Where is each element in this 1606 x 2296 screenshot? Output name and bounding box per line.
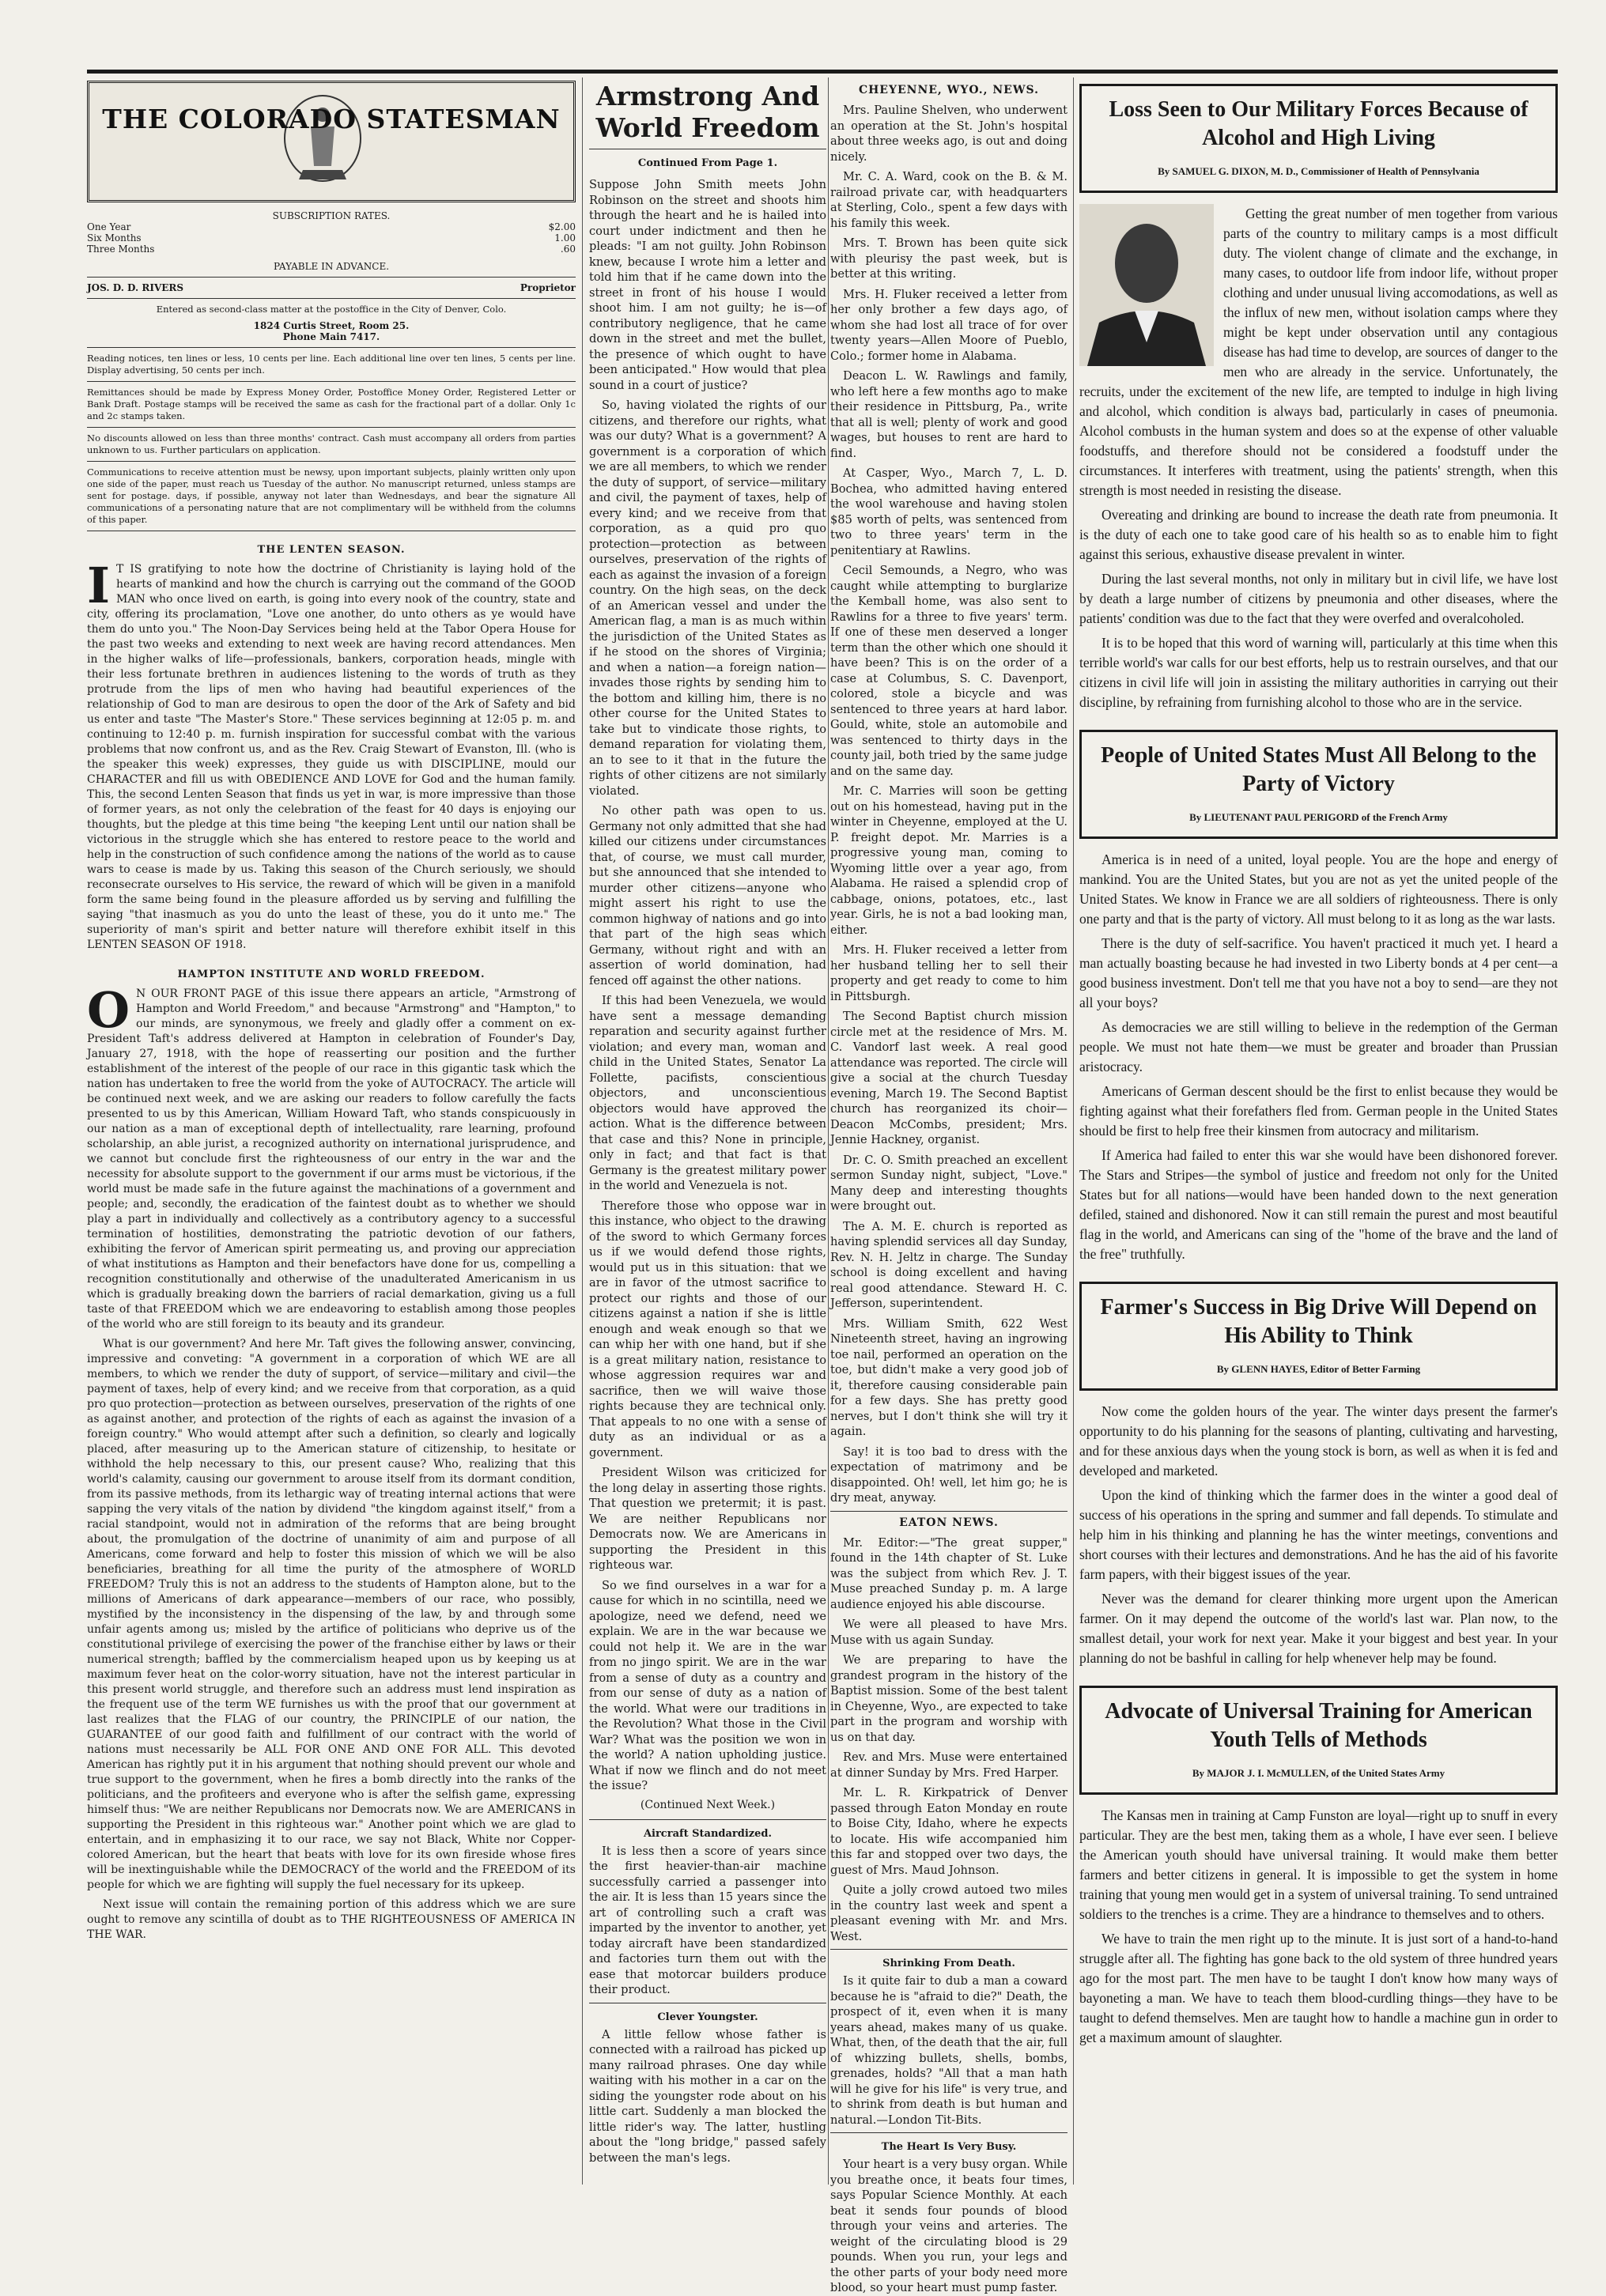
shrinking-title: Shrinking From Death. bbox=[882, 1958, 1015, 1969]
farmer-paragraph: Never was the demand for clearer thinking more urgent upon the American farmer. On it may depend the outcome of the world's last war. Plan now, to the smallest detail, your work for next year. Make it your biggest and best year. In your planning do not be bashful in calling for help whenever help may be found. bbox=[1079, 1591, 1558, 1666]
people-paragraph: Americans of German descent should be the first to enlist because they would be fighting against what their forefathers fled from. German people in the United States should be first to help free their kinsmen from autocracy and militarism. bbox=[1079, 1083, 1558, 1139]
column-2 bbox=[589, 81, 826, 2180]
address: 1824 Curtis Street, Room 25. bbox=[253, 320, 410, 331]
loss-byline: By SAMUEL G. DIXON, M. D., Commissioner of Health of Pennsylvania bbox=[1158, 165, 1479, 177]
column-3 bbox=[830, 81, 1068, 2294]
armstrong-paragraph: President Wilson was criticized for the long delay in asserting those rights. That question we pretermit; it is past. We are neither Republicans nor Democrats now. We are Americans in supporting the President in this righteous war. bbox=[589, 1466, 826, 1572]
payable-note: PAYABLE IN ADVANCE. bbox=[273, 261, 390, 272]
top-rule bbox=[87, 70, 1558, 74]
cheyenne-item: Mrs. William Smith, 622 West Nineteenth street, having an ingrowing toe nail, performed an operation on the toe, but didn't make a very good job of it, therefore causing considerable pain for a few days. She has pretty good nerves, but I don't think she will try it again. bbox=[830, 1316, 1068, 1438]
people-paragraph: There is the duty of self-sacrifice. You haven't practiced it much yet. I heard a man actually boasting because he had invested in two Liberty bonds at 4 per cent—a good business investment. Don't tell me that you have not a boy to send—are they not all your boys? bbox=[1079, 935, 1558, 1010]
subscription-block bbox=[87, 210, 576, 272]
masthead-title: THE COLORADO STATESMAN bbox=[102, 104, 561, 134]
loss-title: Loss Seen to Our Military Forces Because of Alcohol and High Living bbox=[1109, 97, 1529, 150]
eaton-item: Mr. L. R. Kirkpatrick of Denver passed through Eaton Monday en route to Boise City, Idaho, where he expects to locate. His wife accompanied him this far and stopped over two days, the guest of Mrs. Maud Johnson. bbox=[830, 1786, 1068, 1877]
notices: Reading notices, ten lines or less, 10 cents per line. Each additional line over ten lines, 5 cents per line. Display advertising, 50 cents per inch. bbox=[87, 353, 576, 376]
people-headline-box bbox=[1079, 730, 1558, 839]
armstrong-paragraph: So, having violated the rights of our citizens, and therefore our rights, what was our duty? What is a government? A government is a corporation of which we are all members, to which we render the duty of support, of service—military and civil, the payment of taxes, help of every kind; and we receive from that corporation, as a quid pro quo protection—protection as between ourselves, preservation of the rights of each as against the invasion of a foreign country. On the high seas, on the deck of an American vessel and under the American flag, a man is as much within the jurisdiction of the United States as if he stood on the shores of Virginia; and when a nation—a foreign nation—invades those rights by sending him to the bottom and killing him, there is no other course for the United States to take but to vindicate those rights, to demand reparation for violating them, an to see to it that in the future the rights of other citizens are not similarly violated. bbox=[589, 398, 826, 798]
discounts: No discounts allowed on less than three months' contract. Cash must accompany all orders from parties unknown to us. Further particulars on application. bbox=[87, 432, 576, 455]
newspaper-page bbox=[87, 70, 1558, 2294]
cheyenne-item: Mrs. H. Fluker received a letter from her only brother a few days ago, of whom she had lost all trace of for over twenty years—Allen Moore of Pueblo, Colo.; former home in Alabama. bbox=[830, 287, 1068, 363]
aircraft-title: Aircraft Standardized. bbox=[643, 1827, 773, 1840]
people-title: People of United States Must All Belong to the Party of Victory bbox=[1101, 743, 1536, 796]
phone: Phone Main 7417. bbox=[282, 331, 380, 342]
armstrong-paragraph: No other path was open to us. Germany not only admitted that she had killed our citizens under circumstances that, of course, we must call murder, but she announced that she intended to murder other citizens—anyone who might assert his right to use the common highway of nations and go into that part of the high seas which Germany, without right and with an assertion of world domination, had fenced off against the other nations. bbox=[589, 804, 826, 988]
entered-note: Entered as second-class matter at the postoffice in the City of Denver, Colo. bbox=[156, 304, 507, 315]
advocate-paragraph: The Kansas men in training at Camp Funston are loyal—right up to snuff in every particular. They are the best men, taking them as a whole, I have ever seen. I believe the American youth should have universal training. It would make them better farmers and better citizens in general. It is impossible to get the system in home training that young men would get in a system of universal training. To send untrained soldiers to the trenches is a crime. They are a hindrance to themselves and to others. bbox=[1079, 1807, 1558, 1922]
column-rule bbox=[828, 77, 829, 2185]
cheyenne-item: Mrs. Pauline Shelven, who underwent an operation at the St. John's hospital about three weeks ago, is out and doing nicely. bbox=[830, 104, 1068, 164]
author-portrait-icon bbox=[1079, 204, 1214, 366]
divider bbox=[87, 298, 576, 299]
cheyenne-item: Mrs. H. Fluker received a letter from her husband telling her to sell their property and get ready to come to him in Pittsburgh. bbox=[830, 943, 1068, 1003]
people-paragraph: If America had failed to enter this war she would have been dishonored forever. The Stars and Stripes—the symbol of justice and freedom not only for the United States but for all nations—would have been handed down to the next generation defiled, stained and dishonored. Now it can still remain the purest and most beautiful flag in the world, and Americans can sing of the "home of the brave and the land of the free" truthfully. bbox=[1079, 1147, 1558, 1262]
armstrong-paragraph: Suppose John Smith meets John Robinson on the street and shoots him through the heart and he is hailed into court under indictment and then he pleads: "I am not guilty. John Robinson knew, because I wrote him a letter and told him that if he came down into the street in front of his house I would shoot him. I am not guilty; he is—of contributory negligence, that he came down in the street and met the bullet, the presence of which ought to have been anticipated." How would that plea sound in a court of justice? bbox=[589, 178, 826, 392]
cheyenne-item: Mrs. T. Brown has been quite sick with pleurisy the past week, but is better at this writing. bbox=[830, 236, 1068, 281]
eaton-item: Quite a jolly crowd autoed two miles in the country last week and spent a pleasant evening with Mr. and Mrs. West. bbox=[830, 1883, 1068, 1943]
rate-price: .60 bbox=[560, 244, 576, 255]
cheyenne-item: Mr. C. Marries will soon be getting out on his homestead, having put in the winter in Cheyenne, employed at the U. P. freight depot. Mr. Marries is a progressive young man, coming to Wyoming little over a year ago, from Alabama. He raised a splendid crop of cabbage, onions, potatoes, etc., last year. Girls, he is not a bad looking man, either. bbox=[830, 784, 1068, 937]
divider bbox=[830, 1949, 1068, 1950]
lenten-text bbox=[87, 557, 576, 953]
armstrong-paragraph: So we find ourselves in a war for a cause for which in no scintilla, need we apologize, need we defend, need we explain. We are in the war because we could not help it. We are in the war from no jingo spirit. We are in the war from a sense of duty as a country and from our sense of duty as a nation of the world. What were our traditions in the Revolution? What those in the Civil War? What was the position we won in the world? A nation upholding justice. What if now we flinch and do not meet the issue? bbox=[589, 1578, 826, 1792]
rate-row bbox=[87, 232, 576, 244]
hampton-paragraph bbox=[87, 981, 576, 1332]
eaton-item: Mr. Editor:—"The great supper," found in the 14th chapter of St. Luke was the subject from which Rev. J. T. Muse preached Sunday p. m. A large audience enjoyed his able discourse. bbox=[830, 1535, 1068, 1611]
armstrong-paragraph: Therefore those who oppose war in this instance, who object to the drawing of the sword to which Germany forces us if we would defend those rights, would put us in this situation: that we are in favor of the utmost sacrifice to protect our rights and those of our citizens against a nation if she is little enough and weak enough so that we can whip her with one hand, but if she is a great military nation, resistance to whose aggression requires war and sacrifice, then we will waive those rights because they are technical only. That appeals to no one with a sense of duty as an individual or as a government. bbox=[589, 1199, 826, 1460]
column-rule bbox=[582, 77, 583, 2185]
rate-term: One Year bbox=[87, 221, 131, 232]
column-1 bbox=[87, 81, 576, 2180]
subscription-heading: SUBSCRIPTION RATES. bbox=[272, 210, 391, 221]
divider bbox=[87, 427, 576, 428]
farmer-title: Farmer's Success in Big Drive Will Depend on His Ability to Think bbox=[1100, 1295, 1537, 1348]
rate-term: Six Months bbox=[87, 232, 142, 244]
divider bbox=[830, 1511, 1068, 1512]
farmer-headline-box bbox=[1079, 1282, 1558, 1391]
remittances: Remittances should be made by Express Money Order, Postoffice Money Order, Registered Letter or Bank Draft. Postage stamps will be received the same as cash for the fractional part of a dollar. Only 1c and 2c stamps taken. bbox=[87, 387, 576, 421]
cheyenne-item: Cecil Semounds, a Negro, who was caught while attempting to burglarize the Kemball home, was also sent to Rawlins for a three to five years' term. If one of these men deserved a longer term than the other which one should it have been? This is on the order of a case at Columbus, S. C. Davenport, colored, stole a bicycle and was sentenced to three years at hard labor. Gould, white, stole an automobile and was sentenced to thirty days in the county jail, both tried by the same judge and on the same day. bbox=[830, 564, 1068, 778]
advocate-headline-box bbox=[1079, 1686, 1558, 1795]
loss-paragraph: Getting the great number of men together from various parts of the country to military camps is a most difficult duty. The violent change of climate and the exchange, in many cases, to outdoor life from indoor life, without proper clothing and under unusual living accomodations, as well as the influx of new men, without isolation camps where they might be kept under observation until any contagious disease has had time to develop, are sources of danger to the men who are already in the service. Unfortunately, the recruits, under the excitement of the new life, are tempted to indulge in high living and alcohol, which condition is always bad, particularly in cases of pneumonia. Alcohol combusts in the human system and does so at the expense of other valuable foodstuffs, and therefore should not be considered a foodstuff under the circumstances. It interferes with treatment, using the patients' strength, when this strength is most needed in resisting the disease. bbox=[1079, 206, 1558, 498]
divider bbox=[87, 461, 576, 462]
aircraft-text: It is less then a score of years since the first heavier-than-air machine successfully carried a passenger into the air. It is less than 15 years since the art of controlling such a craft was imparted by the inventor to another, yet today aircraft have been standardized and factories turn them out with the ease that motorcar builders produce their product. bbox=[589, 1844, 826, 1996]
divider bbox=[830, 2132, 1068, 2133]
rate-row bbox=[87, 244, 576, 255]
lenten-body: T IS gratifying to note how the doctrine of Christianity is laying hold of the hearts of mankind and how the church is carrying out the command of the GOOD MAN who once lived on earth, is going into every nook of the country, state and city, offering its proclamation, "Love one another, do unto others as ye would have them do unto you." The Noon-Day Services being held at the Tabor Opera House for the past two weeks and extending to next week are having record attendances. Men in the higher walks of life—professionals, bankers, corporation heads, mingle with their less fortunate brethren in audiences listening to the words of truth as they protrude from the lips of men who having had beautiful experiences of the relationship of God to man are desirous to open the door of the Ark of Safety and bid us enter and taste "The Master's Store." These services beginning at 12:05 p. m. and continuing to 12:40 p. m. furnish inspiration for successful combat with the various problems that now confront us, and as the Rev. Craig Stewart of Evanston, Ill. (who is the speaker this week) expresses, they guide us with DISCIPLINE, mould our CHARACTER and fill us with OBEDIENCE AND LOVE for God and the human family. This, the second Lenten Season that finds us yet in war, is more impressive than those of former years, as not only the celebration of the feast for 40 days is enjoying our thoughts, but the pledge at this time being "the keeping Lent until our nation shall be victorious in the struggle which she has entered to restore peace to the world and help in the construction of such confidence among the nations of the world as to cause wars to cease is made by us. Taking this season of the Church seriously, we should reconsecrate ourselves to His service, the reward of which will be given in a manifold form the same being found in the pleasure afforded us by serving and fulfilling the saying "that inasmuch as you do unto the least of these, you do it unto me." The superiority of man's spirit and better nature will therefore exhibit itself in this LENTEN SEASON OF 1918. bbox=[87, 563, 576, 951]
rate-price: 1.00 bbox=[554, 232, 576, 244]
proprietor-name: JOS. D. D. RIVERS bbox=[87, 282, 184, 293]
farmer-paragraph: Now come the golden hours of the year. The winter days present the farmer's opportunity to do his planning for the seasons of planting, cultivating and harvesting, and for these anxious days when the young stock is born, as well as when it is fed and developed and marketed. bbox=[1079, 1403, 1558, 1478]
column-4 bbox=[1079, 81, 1558, 2180]
hampton-title: HAMPTON INSTITUTE AND WORLD FREEDOM. bbox=[177, 969, 486, 980]
loss-headline-box bbox=[1079, 84, 1558, 193]
lenten-title: THE LENTEN SEASON. bbox=[257, 544, 406, 556]
youngster-text: A little fellow whose father is connected with a railroad has picked up many railroad phrases. One day while waiting with his mother in a car on the siding the youngster rode about on his little cart. Suddenly a man blocked the little rider's way. The latter, hustling about the "long bridge," passed safely between the man's legs. bbox=[589, 2027, 826, 2165]
loss-paragraph: During the last several months, not only in military but in civil life, we have lost by death a large number of citizens by pneumonia and other diseases, where the patients' condition was due to the fact that they were overfed and overalcoholed. bbox=[1079, 571, 1558, 626]
people-byline: By LIEUTENANT PAUL PERIGORD of the French Army bbox=[1189, 811, 1448, 823]
cheyenne-item: Say! it is too bad to dress with the expectation of matrimony and be disappointed. Oh! well, let him go; he is dry meat, anyway. bbox=[830, 1444, 1068, 1505]
masthead bbox=[87, 81, 576, 202]
proprietor-label: Proprietor bbox=[520, 282, 576, 293]
hampton-paragraph: Next issue will contain the remaining portion of this address which we are sure ought to remove any scintilla of doubt as to THE RIGHTEOUSNESS OF AMERICA IN THE WAR. bbox=[87, 1898, 576, 1941]
advocate-byline: By MAJOR J. I. McMULLEN, of the United States Army bbox=[1192, 1767, 1445, 1779]
drop-cap: O bbox=[87, 981, 130, 1039]
continued-note: Continued From Page 1. bbox=[637, 157, 778, 169]
divider bbox=[589, 1819, 826, 1820]
farmer-byline: By GLENN HAYES, Editor of Better Farming bbox=[1216, 1363, 1421, 1375]
cheyenne-item: Deacon L. W. Rawlings and family, who left here a few months ago to make their residence in Pittsburg, Pa., write that all is well; plenty of work and good wages, but houses to rent are hard to find. bbox=[830, 369, 1068, 460]
loss-paragraph: It is to be hoped that this word of warning will, particularly at this time when this terrible world's war calls for our best efforts, help us to restrain ourselves, and that our citizens in civil life will join in assisting the military authorities in carrying out their discipline, by refraining from furnishing alcohol to those who are in the service. bbox=[1079, 635, 1558, 710]
advocate-paragraph: We have to train the men right up to the minute. It is just sort of a hand-to-hand struggle after all. The fighting has gone back to the old system of three hundred years ago for the most part. The men have to be taught I don't know how many ways of bayoneting a man. We have to teach them blood-curdling things—they have to be taught to defend themselves. Men are taught how to handle a machine gun in order to get a maximum amount of slaughter. bbox=[1079, 1931, 1558, 2045]
shrinking-text: Is it quite fair to dub a man a coward because he is "afraid to die?" Death, the prospect of it, even when it is many years ahead, makes many of us quake. What, then, of the death that the air, full of whizzing bullets, shells, bombs, grenades, holds? "All that a man hath will he give for his life" is very true, and to shrink from death is but human and natural.—London Tit-Bits. bbox=[830, 1974, 1068, 2127]
divider bbox=[87, 381, 576, 382]
heart-text: Your heart is a very busy organ. While you breathe once, it beats four times, says Popular Science Monthly. At each beat it sends four pounds of blood through your veins and arteries. The weight of the circulating blood is 29 pounds. When you run, your legs and the other parts of your body need more blood, so your heart must pump faster. bbox=[830, 2158, 1068, 2294]
armstrong-paragraph: If this had been Venezuela, we would have sent a message demanding reparation and security against further violation; and every man, woman and child in the United States, Senator La Follette, pacifists, conscientious objectors, and unconscientious objectors would have approved the action. What is the difference between that case and this? None in principle, only in fact; and that fact is that Germany is the greatest military power in the world and Venezuela is not. bbox=[589, 994, 826, 1192]
drop-cap: I bbox=[87, 557, 111, 614]
divider bbox=[87, 277, 576, 278]
cheyenne-title: CHEYENNE, WYO., NEWS. bbox=[858, 84, 1040, 96]
rate-term: Three Months bbox=[87, 244, 155, 255]
rate-price: $2.00 bbox=[548, 221, 576, 232]
divider bbox=[87, 347, 576, 348]
cheyenne-item: Dr. C. O. Smith preached an excellent sermon Sunday night, subject, "Love." Many deep and interesting thoughts were brought out. bbox=[830, 1153, 1068, 1213]
column-rule bbox=[1073, 77, 1074, 2185]
communications: Communications to receive attention must be newsy, upon important subjects, plainly written only upon one side of the paper, must reach us Tuesday of the author. No manuscript returned, unless stamps are sent for postage. days, if possible, anyway not later than Wednesdays, and bear the signature All communications of a personating nature that are not complimentary will be withheld from the columns of this paper. bbox=[87, 466, 576, 525]
people-paragraph: As democracies we are still willing to believe in the redemption of the German people. We must not hate them—we must be greater and broader than Prussian aristocracy. bbox=[1079, 1019, 1558, 1074]
eaton-title: EATON NEWS. bbox=[899, 1516, 999, 1529]
eaton-item: Rev. and Mrs. Muse were entertained at dinner Sunday by Mrs. Fred Harper. bbox=[830, 1750, 1068, 1780]
advocate-title: Advocate of Universal Training for American Youth Tells of Methods bbox=[1105, 1699, 1532, 1752]
cheyenne-item: The A. M. E. church is reported as having splendid services all day Sunday, Rev. N. H. Jeltz in charge. The Sunday school is doing excellent and having real good attendance. Steward H. C. Jefferson, superintendent. bbox=[830, 1219, 1068, 1310]
armstrong-title: Armstrong And World Freedom bbox=[589, 81, 826, 149]
hampton-paragraph: What is our government? And here Mr. Taft gives the following answer, convincing, impressive and conveting: "A government in a corporation of which WE are all members, to which we render the duty of support, of service—military and civil—the payment of taxes, help of every kind; and we receive from that corporation, as a quid pro quo protection—protection as between ourselves, preservation of the rights of one as against another, and protection of the rights of each as against the invasion of a foreign country." Who would attempt after such a definition, so clearly and logically placed, after measuring up to the American stature of citizenship, to hesitate or withhold the help necessary to this, our present cause? Who, realizing that this world's calamity, causing our government to arouse itself from its dormant condition, from its passive methods, from its lethargic way of treating internal actions that were sapping the very vitals of the nation by dividend "the kingdom against itself," from a racial standpoint, would not in admiration of the reforms that are being brought about, the promulgation of the doctrine of unanimity of aim and purpose of all Americans, come forward and help to foster this mission of which we will be also beneficiaries, breathing for all time the purity of the atmosphere of WORLD FREEDOM? Truly this is not an address to the students of Hampton alone, but to the millions of Americans of dark appearance—members of our race, who possibly, mystified by the inconsistency in the dispensing of the law, by and through some unfair agents among us; misled by the artifice of politicians who deprive us of the constitutional privilege of exercising the power of the franchise either by laws or their numerical strength; baffled by the commercialism heaped upon us by keeping us at maximum fever heat on the color-worry situation, have not the interest particular in this present world struggle, and therefore such an address must lend inspiration as the frequent use of the term WE furnishes us with the proof that our government at last realizes that the FLAG of our country, the PRINCIPLE of our nation, the GUARANTEE of our good faith and fulfillment of our contract with the world of nations must necessarily be ALL FOR ONE AND ONE FOR ALL. This devoted American has rightly put it in his argument that nothing should prevent our whole and true support to the government, when he fires a bomb directly into the ranks of the politicians, and the profiteers and everyone who is after the selfish game, expressing himself thus: "We are neither Republicans nor Democrats now. We are AMERICANS in supporting the President in this righteous war." Another point which we are glad to entertain, and in emphasizing it to our race, we say not Black, White nor Copper-colored American, but the heart that beats with love for its own fireside whose fires will be inextinguishable while the DEMOCRACY of the world and the FREEDOM of its people for which we are fighting will supply the fuel necessary for its upkeep. bbox=[87, 1338, 576, 1891]
heart-title: The Heart Is Very Busy. bbox=[881, 2141, 1017, 2153]
farmer-paragraph: Upon the kind of thinking which the farmer does in the winter a good deal of success of his operations in the spring and summer and fall depends. To stimulate and help him in his thinking and planning he has the winter meetings, conventions and short courses with their lectures and demonstrations. And he has the aid of his favorite farm papers, with their biggest issues of the year. bbox=[1079, 1487, 1558, 1582]
proprietor-line bbox=[87, 282, 576, 293]
youngster-title: Clever Youngster. bbox=[657, 2011, 758, 2023]
hampton-body: N OUR FRONT PAGE of this issue there appears an article, "Armstrong of Hampton and World Freedom," and because "Armstrong" and "Hampton," to our minds, are synonymous, we freely and gladly offer a comment on ex-President Taft's address delivered at Hampton in celebration of Founder's Day, January 27, 1918, with the hope of reasserting our position and the further establishment of the interest of the people of our race in this gigantic task which the nation has undertaken to free the world from the yoke of AUTOCRACY. The article will be continued next week, and we are asking our readers to follow carefully the facts presented to us by this American, William Howard Taft, who stands conspicuously in our nation as a man of exceptional depth of intellectuality, rare learning, profound scholarship, an able jurist, a recognized authority on international jurisprudence, and we cannot but conclude first the righteousness of our entry in the war and the necessity for absolute support to the government if our arms must be victorious, if the world must be made safe in the future against the machinations of a government and people; and, secondly, the eradication of the faintest doubt as to whether we should play a part in individually and collectively as a contributory agency to a successful termination of hostilities, demonstrating the patriotic devotion of our fathers, exhibiting the fervor of American spirit permeating us, and proving our appreciation of what institutions as Hampton and their benefactors have done for us, compelling a recognition constitutionally and otherwise of the unadulterated Americanism in us which is gradually breaking down the barriers of racial demarkation, giving us a full taste of that FREEDOM which we are endeavoring to establish among those peoples of the world who are still foreign to its beauty and its grandeur. bbox=[87, 988, 576, 1331]
continued-next-week: (Continued Next Week.) bbox=[640, 1798, 776, 1811]
people-paragraph: America is in need of a united, loyal people. You are the hope and energy of mankind. You are the United States, but you are not as yet the united people of the United States. We know in France we are all soldiers of righteousness. There is only one party and that is the party of victory. All must belong to it as long as the war lasts. bbox=[1079, 852, 1558, 927]
cheyenne-item: At Casper, Wyo., March 7, L. D. Bochea, who admitted having entered the wool warehouse and having stolen $85 worth of pelts, was sentenced from two to three years' term in the penitentiary at Rawlins. bbox=[830, 466, 1068, 557]
cheyenne-item: Mr. C. A. Ward, cook on the B. & M. railroad private car, with headquarters at Sterling, Colo., spent a few days with his family this week. bbox=[830, 170, 1068, 230]
eaton-item: We were all pleased to have Mrs. Muse with us again Sunday. bbox=[830, 1618, 1068, 1647]
rate-row bbox=[87, 221, 576, 232]
eaton-item: We are preparing to have the grandest program in the history of the Baptist mission. Some of the best talent in Cheyenne, Wyo., are expected to take part in the program and worship with us on that day. bbox=[830, 1653, 1068, 1744]
loss-paragraph: Overeating and drinking are bound to increase the death rate from pneumonia. It is the duty of each one to take good care of his health so as to enable him to fight against this serious, exhaustive disease prevalent in winter. bbox=[1079, 507, 1558, 562]
cheyenne-item: The Second Baptist church mission circle met at the residence of Mrs. M. C. Vandorf last week. A real good attendance was reported. The circle will give a social at the church Tuesday evening, March 19. The Second Baptist church has reorganized its choir—Deacon McCombs, president; Mrs. Jennie Hackney, organist. bbox=[830, 1010, 1068, 1146]
